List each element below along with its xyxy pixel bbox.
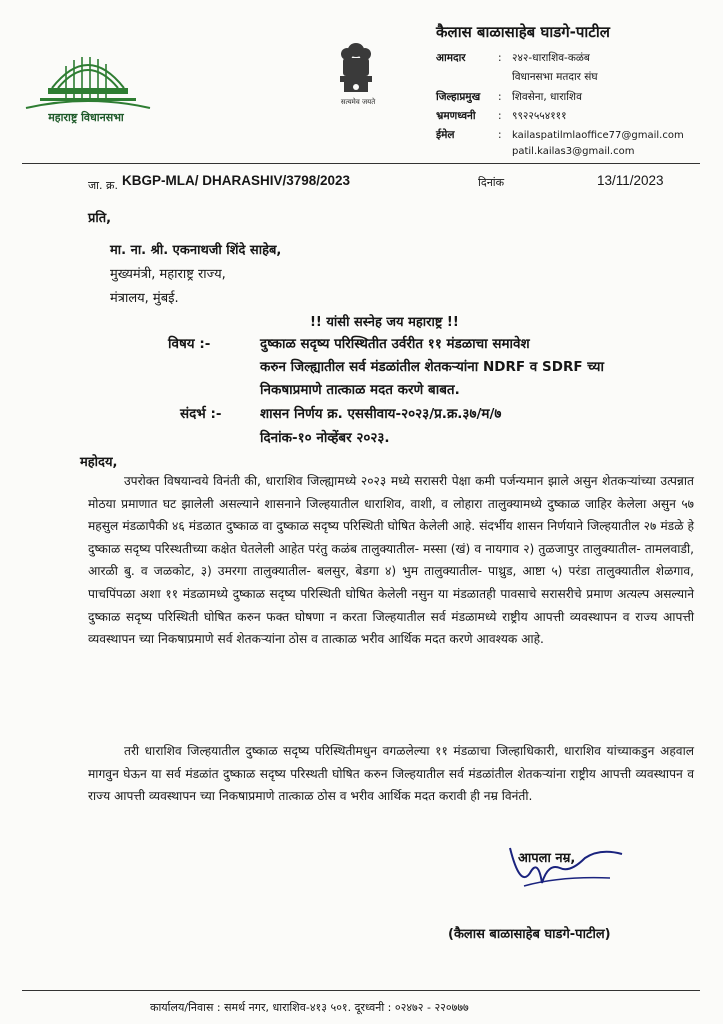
recipient-designation: मुख्यमंत्री, महाराष्ट्र राज्य, — [110, 267, 226, 282]
subject-label: विषय :- — [168, 336, 211, 352]
header-divider — [22, 163, 700, 164]
signer-name: (कैलास बाळासाहेब घाडगे-पाटील) — [448, 927, 611, 942]
footer-address: कार्यालय/निवास : समर्थ नगर, धाराशिव-४१३ ५०१. दूरध्वनी : ०२४७२ - २२०७७७ — [150, 1001, 469, 1014]
header-value: ९९२२५५४१११ — [512, 110, 567, 122]
subject-line: दुष्काळ सदृष्य परिस्थितीत उर्वरीत ११ मंडळाचा समावेश — [260, 336, 530, 352]
sandarbh-line: दिनांक-१० नोव्हेंबर २०२३. — [260, 430, 390, 446]
emblem-motto: सत्यमेव जयते — [340, 98, 376, 106]
header-row-constituency: विधानसभा मतदार संघ — [512, 71, 598, 83]
header-value: २४२-धाराशिव-कळंब — [512, 52, 590, 64]
header-key: जिल्हाप्रमुख — [436, 91, 481, 103]
header-email-primary: kailaspatilmlaoffice77@gmail.com — [512, 130, 684, 141]
sandarbh-line: शासन निर्णय क्र. एससीवाय-२०२३/प्र.क्र.३७/म/७ — [260, 406, 502, 422]
header-colon: : — [498, 52, 502, 64]
subject-line: निकषाप्रमाणे तात्काळ मदत करणे बाबत. — [260, 382, 460, 398]
header-colon: : — [498, 129, 502, 141]
date-label: दिनांक — [478, 176, 505, 189]
recipient-name: मा. ना. श्री. एकनाथजी शिंदे साहेब, — [110, 243, 282, 258]
header-value: शिवसेना, धाराशिव — [512, 91, 582, 103]
header-key: ईमेल — [436, 129, 455, 141]
header-colon: : — [498, 91, 502, 103]
recipient-address: मंत्रालय, मुंबई. — [110, 291, 179, 306]
reference-number: KBGP-MLA/ DHARASHIV/3798/2023 — [122, 173, 351, 188]
reference-label: जा. क्र. — [88, 179, 118, 192]
header-colon: : — [498, 110, 502, 122]
mla-name-header: कैलास बाळासाहेब घाडगे-पाटील — [436, 23, 610, 41]
closing-text: आपला नम्र, — [518, 851, 576, 866]
body-paragraph-1: उपरोक्त विषयान्वये विनंती की, धाराशिव जिल्ह्यामध्ये २०२३ मध्ये सरासरी पेक्षा कमी पर्जन्यमान झाले असुन शेतकऱ्यांच्या उत्पन्नात मोठया प्रमाणात घट झालेली असल्याने शासनाने जिल्हयातील धाराशिव, वाशी, व लोहारा तालुक्यामध्ये दुष्काळ जाहिर केलेला असुन ५७ महसुल मंडळापैकी ४६ मंडळात दुष्काळ वा दुष्काळ सदृष्य परिस्थिती घोषित केलेली आहे. संदर्भीय शासन निर्णयाने जिल्हयातील २७ मंडळे हे दुष्काळ सदृष्य परिस्थतीच्या कक्षेत घेतलेली आहेत परंतु कळंब तालुक्यातील- मस्सा (खं) व नायगाव २) तुळजापुर तालुक्यातील- तामलवाडी, आरळी बु. व जळकोट, ३) उमरगा तालुक्यातील- बलसुर, बेडगा ४) भुम तालुक्यातील- पाथ्रुड, आष्टा ५) परंडा तालुक्यातील शेळगाव, पाचपिंपळा अशा ११ मंडळामध्ये दुष्काळ सदृष्य परिस्थिती घोषित केलेली नसुन या मंडळातही पावसाचे सरासरीचे प्रमाण अत्यल्प असल्याने दुष्काळ सदृष्य परिस्थिती घोषित करुन फक्त घोषणा न करता जिल्हयातील सर्व मंडळामध्ये राष्ट्रीय आपत्ती व्यवस्थापन व राज्य आपत्ती व्यवस्थापन च्या निकषाप्रमाणे सर्व शेतकऱ्यांना ठोस व तात्काळ भरीव आर्थिक मदत करणे आवश्यक आहे. — [88, 474, 694, 647]
date-value: 13/11/2023 — [597, 173, 664, 188]
salutation: महोदय, — [80, 455, 118, 470]
vidhan-sabha-label: महाराष्ट्र विधानसभा — [48, 111, 124, 124]
header-row-email — [436, 128, 684, 142]
footer-divider — [22, 990, 700, 991]
body-paragraph-2: तरी धाराशिव जिल्हयातील दुष्काळ सदृष्य परिस्थितीमधुन वगळलेल्या ११ मंडळाचा जिल्हाधिकारी, धाराशिव यांच्याकडुन अहवाल मागवुन घेऊन या सर्व मंडळांत दुष्काळ सदृष्य परिस्थती घोषित करुन जिल्हयातील सर्व मंडळांतील शेतकऱ्यांना राष्ट्रीय आपत्ती व्यवस्थापन व राज्य आपत्ती व्यवस्थापन च्या निकषाप्रमाणे तात्काळ ठोस व भरीव आर्थिक मदत करावी ही नम्र विनंती. — [88, 744, 694, 804]
header-row-mobile — [436, 109, 567, 123]
sandarbh-label: संदर्भ :- — [180, 406, 222, 422]
header-key: आमदार — [436, 52, 466, 64]
greeting: !! यांसी सस्नेह जय महाराष्ट्र !! — [310, 315, 459, 330]
header-email-secondary: patil.kailas3@gmail.com — [512, 146, 635, 157]
header-key: भ्रमणध्वनी — [436, 110, 476, 122]
subject-line: करुन जिल्ह्यातील सर्व मंडळांतील शेतकऱ्यांना NDRF व SDRF च्या — [260, 359, 604, 375]
header-row-mla — [436, 51, 590, 65]
header-row-district-chief — [436, 90, 582, 104]
recipient-prati: प्रति, — [88, 211, 112, 226]
ashoka-emblem-icon — [334, 40, 378, 100]
